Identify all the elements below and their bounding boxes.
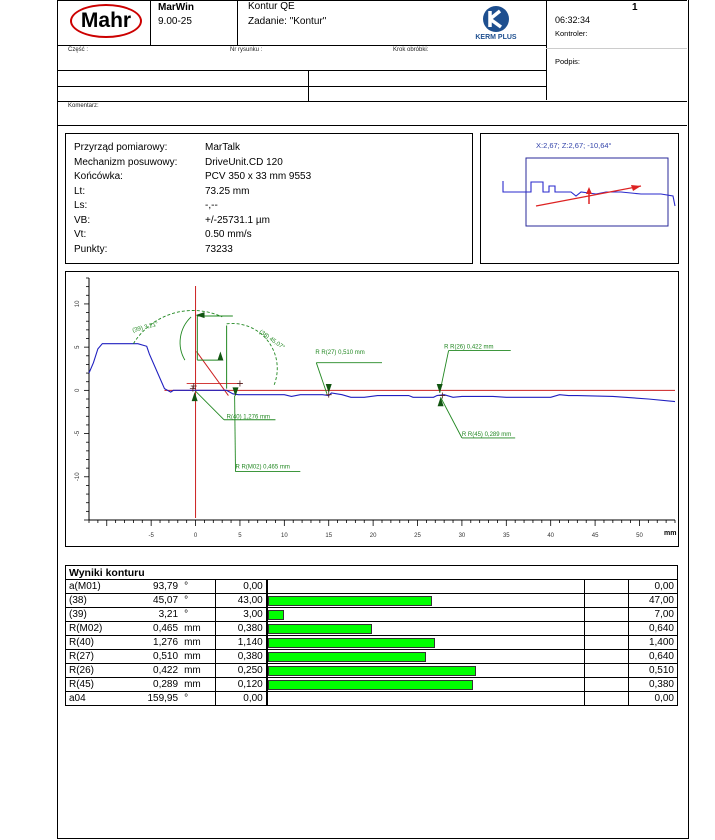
info-value: 73.25 mm [205,185,250,197]
chart-annotation: (38) 45,07° [257,329,286,352]
y-tick-label: -10 [75,472,81,482]
result-name: a04 [66,692,121,706]
result-lower-limit: 0,250 [215,664,266,678]
result-name: R(26) [66,664,121,678]
results-title: Wyniki konturu [66,566,678,580]
info-value: -,-- [205,200,218,211]
podpis-label: Podpis: [555,57,581,66]
point-marker [439,393,445,399]
komentarz-label: Komentarz: [68,103,99,109]
x-tick-label: 35 [502,533,510,539]
annotation-leader [316,363,327,394]
annotation-arrow [192,392,198,401]
x-tick-label: 20 [369,533,377,539]
result-bar-cell [267,636,584,650]
result-unit: ° [181,692,215,706]
result-bar-cell [267,692,584,706]
nr-rysunku-label: Nr rysunku : [230,47,263,53]
result-bar-cell [267,678,584,692]
program-name: Kontur QE [248,1,295,12]
annotation-leader [196,391,224,420]
result-lower-limit: 0,120 [215,678,266,692]
chart-annotation: R R(M02) 0,465 mm [235,464,290,471]
app-name: MarWin [158,2,195,13]
info-label: VB: [74,214,91,226]
x-tick-label: 10 [280,533,288,539]
czesc-label: Część : [68,47,89,53]
result-unit: mm [181,622,215,636]
result-bar-cell [267,580,584,594]
results-table [65,565,678,706]
x-tick-label: 5 [238,533,242,539]
result-row [66,664,678,678]
annotation-arrow [437,384,443,393]
tolerance-bar [268,666,476,676]
chart-annotation: R R(45) 0,289 mm [461,431,512,438]
result-name: R(45) [66,678,121,692]
info-label: Lt: [74,185,86,197]
x-tick-label: 25 [414,533,421,539]
result-row [66,678,678,692]
result-unit: mm [181,678,215,692]
result-unit: mm [181,664,215,678]
result-unit: ° [181,580,215,594]
construction-line [196,351,228,395]
result-unit: mm [181,636,215,650]
result-value: 0,289 [120,678,181,692]
info-label: Przyrząd pomiarowy: [74,142,168,153]
result-upper-limit: 0,00 [629,580,678,594]
x-tick-label: 40 [547,533,555,539]
result-lower-limit: 0,380 [215,622,266,636]
result-value: 0,510 [120,650,181,664]
info-value: 73233 [205,243,233,255]
x-tick-label: 45 [591,533,599,539]
page-number: 1 [632,2,638,13]
x-tick-label: 30 [458,533,466,539]
tolerance-bar [268,652,426,662]
result-row [66,594,678,608]
result-lower-limit: 3,00 [215,608,266,622]
result-name: (38) [66,594,121,608]
tolerance-bar [268,596,432,606]
angle-arc-38 [227,323,278,386]
result-value: 159,95 [120,692,181,706]
result-value: 45,07 [120,594,181,608]
result-row [66,622,678,636]
result-value: 0,422 [120,664,181,678]
info-label: Końcówka: [74,171,123,182]
x-tick-label: -5 [148,533,154,539]
result-upper-limit: 0,640 [629,650,678,664]
chart-annotation: R(40) 1,276 mm [226,414,270,421]
chart-annotation: R R(26) 0,422 mm [444,344,494,351]
info-value: 0.50 mm/s [205,229,252,240]
result-name: R(40) [66,636,121,650]
result-name: R(27) [66,650,121,664]
point-marker [237,380,243,386]
result-unit: ° [181,608,215,622]
result-row [66,608,678,622]
result-upper-limit: 1,400 [629,636,678,650]
task-name: Zadanie: "Kontur" [248,16,327,27]
result-lower-limit: 0,00 [215,692,266,706]
result-name: a(M01) [66,580,121,594]
y-tick-label: 0 [75,388,81,393]
x-tick-label: 50 [636,533,643,539]
x-tick-label: 15 [325,533,333,539]
result-lower-limit: 0,00 [215,580,266,594]
info-value: PCV 350 x 33 mm 9553 [205,171,312,182]
mahr-logo-text: Mahr [80,9,132,32]
result-upper-limit: 0,640 [629,622,678,636]
result-value: 93,79 [120,580,181,594]
y-tick-label: 5 [75,345,81,349]
result-bar-cell [267,622,584,636]
result-unit: mm [181,650,215,664]
info-label: Vt: [74,229,87,240]
y-tick-label: 10 [75,300,81,308]
result-upper-limit: 7,00 [629,608,678,622]
chart-annotation: (39) 3,21° [131,321,159,335]
result-value: 0,465 [120,622,181,636]
result-bar-cell [267,608,584,622]
x-tick-label: 0 [193,533,198,539]
info-label: Punkty: [74,243,108,255]
result-bar-cell [267,650,584,664]
chart-annotation: R R(27) 0,510 mm [315,349,365,356]
result-name: (39) [66,608,121,622]
angle-arc [180,317,191,360]
krok-obrobki-label: Krok obróbki: [393,47,429,53]
tolerance-bar [268,610,284,620]
info-value: DriveUnit.CD 120 [205,156,283,168]
info-label: Mechanizm posuwowy: [74,156,178,168]
kerm-logo-text: KERM PLUS [475,34,517,41]
result-value: 1,276 [120,636,181,650]
result-row [66,650,678,664]
result-row [66,692,678,706]
result-unit: ° [181,594,215,608]
info-value: MarTalk [205,142,241,153]
tolerance-bar [268,680,473,690]
result-row [66,636,678,650]
annotation-leader [235,396,236,472]
kontroler-label: Kontroler: [555,29,588,38]
tolerance-bar [268,638,435,648]
report-time: 06:32:34 [555,15,591,25]
overview-coords: X:2,67; Z:2,67; -10,64° [536,141,612,150]
result-value: 3,21 [120,608,181,622]
result-upper-limit: 0,510 [629,664,678,678]
result-lower-limit: 43,00 [215,594,266,608]
result-row [66,580,678,594]
info-label: Ls: [74,200,88,211]
info-value: +/-25731.1 µm [205,214,270,226]
result-bar-cell [267,664,584,678]
tolerance-bar [268,624,372,634]
result-upper-limit: 0,380 [629,678,678,692]
y-tick-label: -5 [75,430,81,437]
app-version: 9.00-25 [158,16,192,27]
result-upper-limit: 0,00 [629,692,678,706]
annotation-arrow [217,351,223,360]
result-lower-limit: 1,140 [215,636,266,650]
annotation-leader [441,397,462,438]
result-upper-limit: 47,00 [629,594,678,608]
x-axis-unit: mm [664,530,677,537]
result-bar-cell [267,594,584,608]
result-name: R(M02) [66,622,121,636]
profile-line [89,344,675,402]
result-lower-limit: 0,380 [215,650,266,664]
